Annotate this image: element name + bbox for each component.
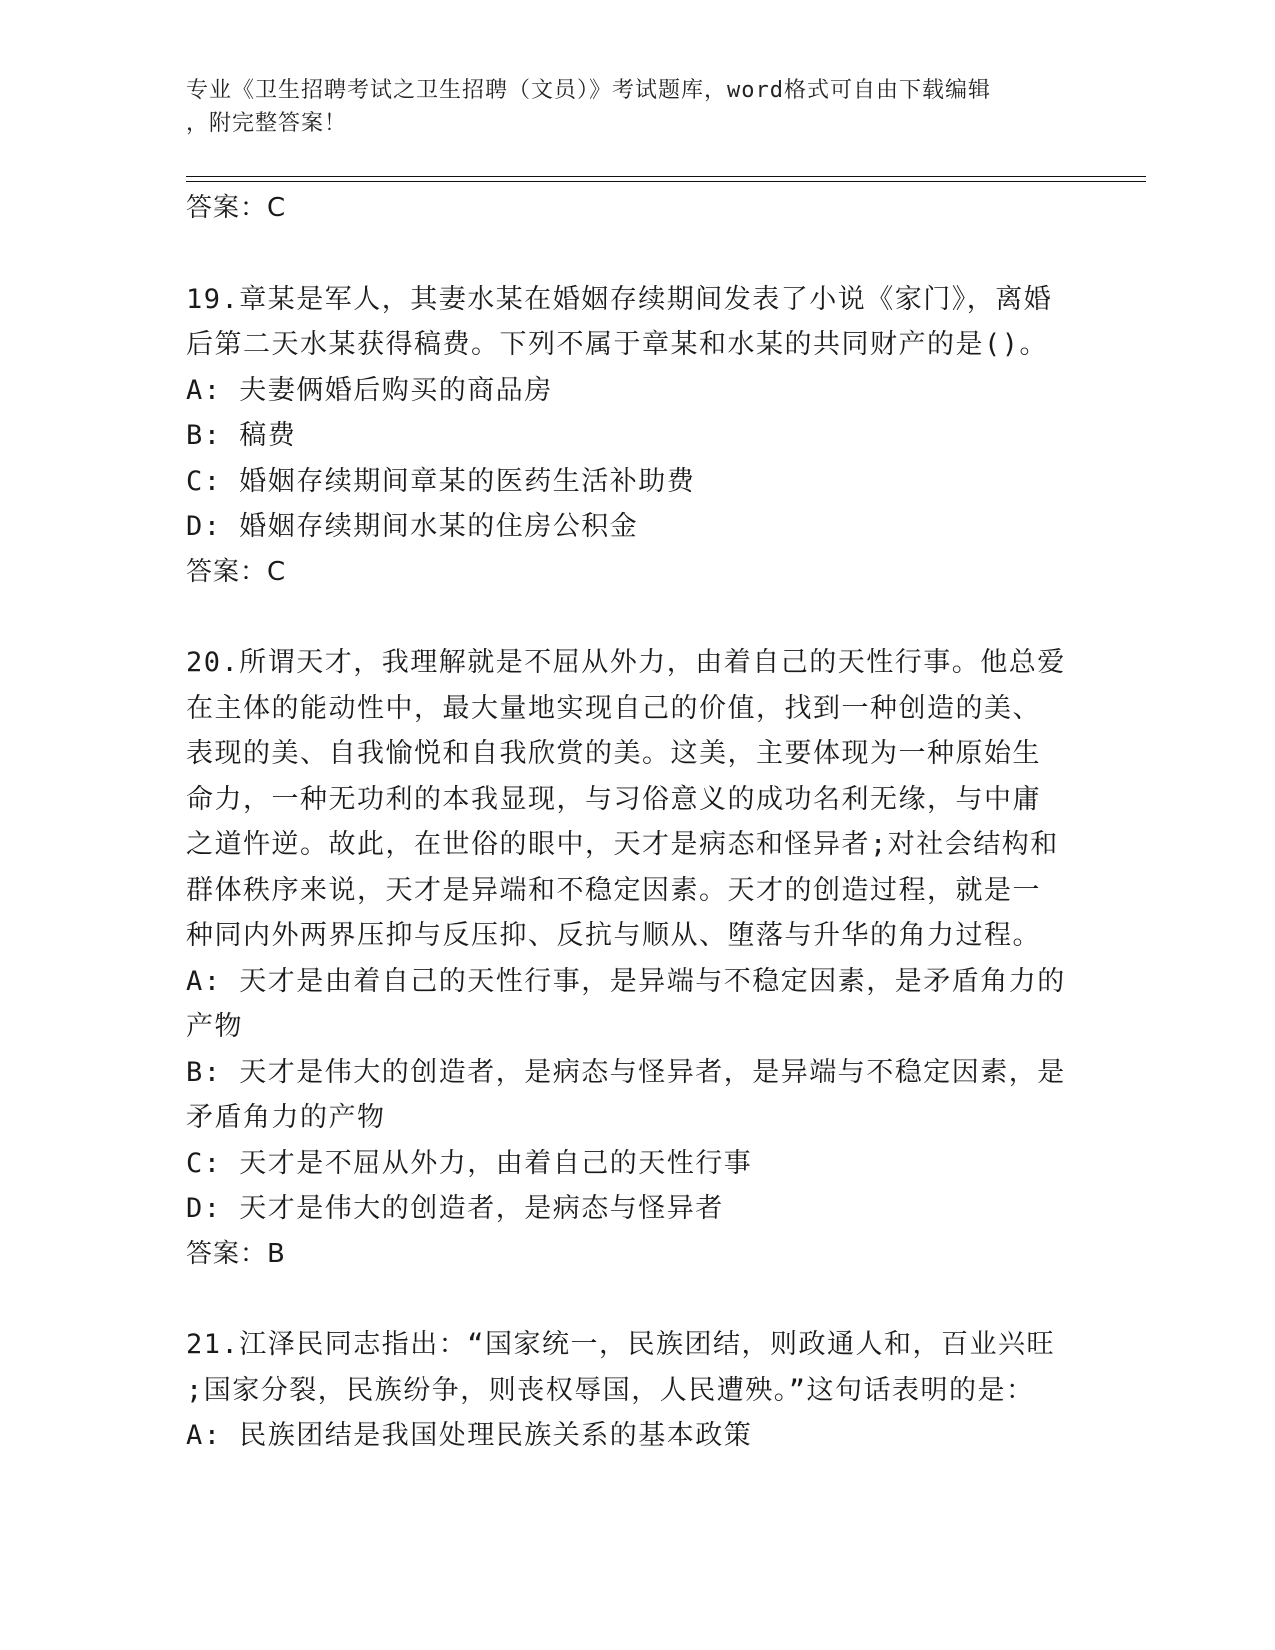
question-21-text-line: 21.江泽民同志指出：“国家统一，民族团结，则政通人和，百业兴旺: [186, 1329, 1056, 1360]
question-20-option-a-cont: 产物: [186, 1011, 243, 1042]
question-21: [186, 1322, 1086, 1459]
document-body: [186, 186, 1086, 1459]
document-header: [186, 74, 1066, 140]
question-20-text-line: 在主体的能动性中，最大量地实现自己的价值，找到一种创造的美、: [186, 692, 1041, 724]
spacer: [186, 595, 1086, 640]
header-line-2: ，附完整答案！: [186, 111, 348, 136]
question-20-option-b-cont: 矛盾角力的产物: [186, 1102, 386, 1133]
answer-19: 答案：C: [186, 556, 287, 587]
question-19-option-b: B: 稿费: [186, 420, 297, 451]
question-20-text-line: 20.所谓天才，我理解就是不屈从外力，由着自己的天性行事。他总爱: [186, 647, 1066, 678]
question-20-option-b: B: 天才是伟大的创造者，是病态与怪异者，是异端与不稳定因素，是: [186, 1056, 1066, 1088]
question-20: [186, 640, 1086, 1277]
question-20-text-line: 命力，一种无功利的本我显现，与习俗意义的成功名利无缘，与中庸: [186, 783, 1041, 815]
question-19-option-a: A: 夫妻俩婚后购买的商品房: [186, 374, 553, 406]
spacer: [186, 1277, 1086, 1322]
header-rule-top: [186, 176, 1146, 177]
question-19-option-d: D: 婚姻存续期间水某的住房公积金: [186, 511, 639, 542]
question-19-option-c: C: 婚姻存续期间章某的医药生活补助费: [186, 465, 696, 497]
question-20-text-line: 种同内外两界压抑与反压抑、反抗与顺从、堕落与升华的角力过程。: [186, 920, 1041, 951]
question-19: [186, 277, 1086, 596]
question-20-option-c: C: 天才是不屈从外力，由着自己的天性行事: [186, 1147, 753, 1179]
question-21-text-line: ;国家分裂，民族纷争，则丧权辱国，人民遭殃。”这句话表明的是：: [186, 1374, 1035, 1406]
question-19-text-line: 后第二天水某获得稿费。下列不属于章某和水某的共同财产的是()。: [186, 329, 1049, 360]
question-20-option-a: A: 天才是由着自己的天性行事，是异端与不稳定因素，是矛盾角力的: [186, 965, 1066, 997]
question-20-text-line: 之道忤逆。故此，在世俗的眼中，天才是病态和怪异者;对社会结构和: [186, 829, 1059, 860]
question-20-option-d: D: 天才是伟大的创造者，是病态与怪异者: [186, 1193, 724, 1224]
header-rule-bottom: [186, 181, 1146, 182]
header-line-1: 专业《卫生招聘考试之卫生招聘（文员）》考试题库，word格式可自由下载编辑: [186, 78, 991, 103]
question-21-option-a: A: 民族团结是我国处理民族关系的基本政策: [186, 1420, 753, 1451]
answer-18: 答案：C: [186, 193, 287, 223]
question-20-text-line: 群体秩序来说，天才是异端和不稳定因素。天才的创造过程，就是一: [186, 874, 1041, 906]
question-20-text-line: 表现的美、自我愉悦和自我欣赏的美。这美，主要体现为一种原始生: [186, 738, 1041, 769]
spacer: [186, 232, 1086, 277]
answer-20: 答案：B: [186, 1238, 286, 1269]
question-19-text-line: 19.章某是军人，其妻水某在婚姻存续期间发表了小说《家门》，离婚: [186, 283, 1053, 315]
